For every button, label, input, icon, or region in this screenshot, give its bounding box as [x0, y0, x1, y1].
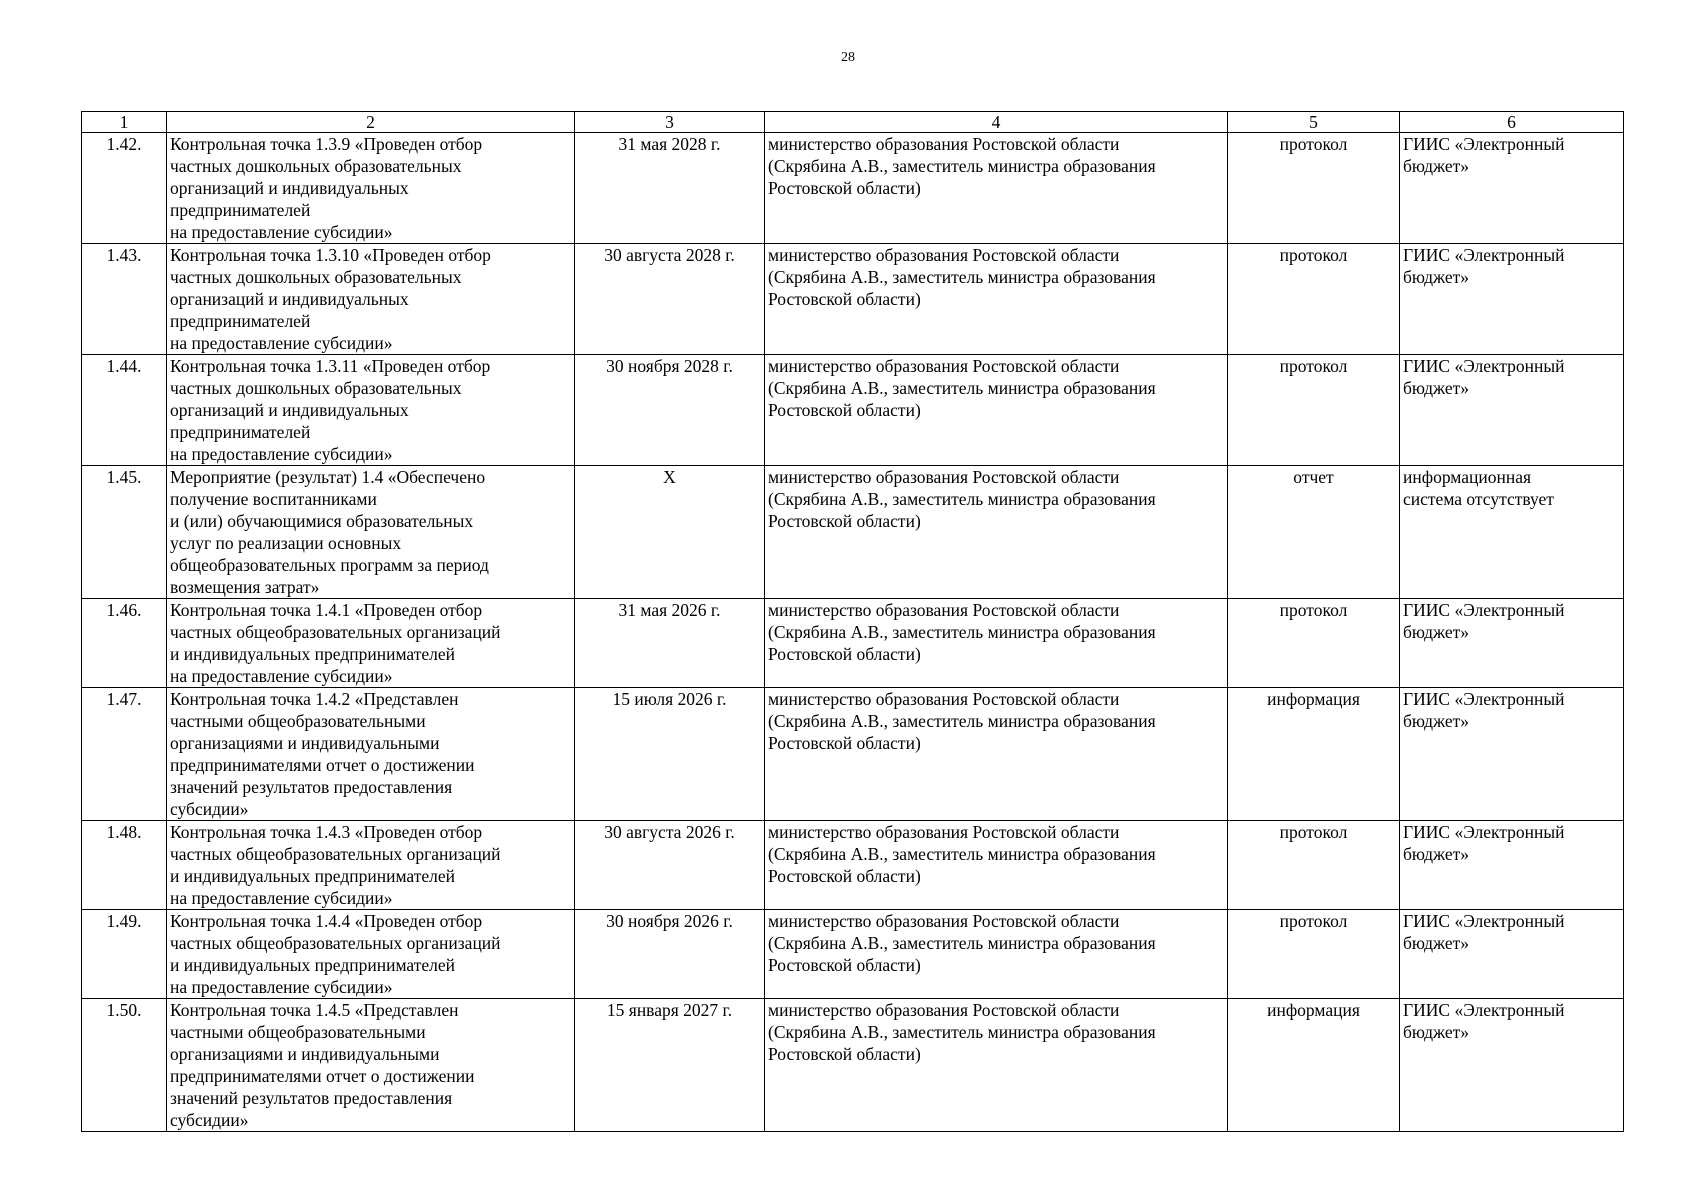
- row-number: 1.49.: [82, 910, 167, 999]
- row-responsible: министерство образования Ростовской области (Скрябина А.В., заместитель министра образования Ростовской области): [765, 599, 1228, 688]
- row-number: 1.47.: [82, 688, 167, 821]
- row-information-system: ГИИС «Электронный бюджет»: [1400, 133, 1624, 244]
- row-date: 15 июля 2026 г.: [575, 688, 765, 821]
- row-document-type: протокол: [1228, 910, 1400, 999]
- page-number: 28: [841, 50, 855, 65]
- row-information-system: ГИИС «Электронный бюджет»: [1400, 244, 1624, 355]
- row-responsible: министерство образования Ростовской области (Скрябина А.В., заместитель министра образования Ростовской области): [765, 821, 1228, 910]
- row-responsible: министерство образования Ростовской области (Скрябина А.В., заместитель министра образования Ростовской области): [765, 133, 1228, 244]
- table-row: [82, 466, 1624, 599]
- table-header-row: [82, 112, 1624, 133]
- table-row: [82, 821, 1624, 910]
- column-header: 1: [82, 112, 167, 133]
- row-document-type: протокол: [1228, 244, 1400, 355]
- table-row: [82, 133, 1624, 244]
- row-date: 31 мая 2028 г.: [575, 133, 765, 244]
- row-document-type: протокол: [1228, 599, 1400, 688]
- row-information-system: ГИИС «Электронный бюджет»: [1400, 355, 1624, 466]
- control-points-table: [81, 111, 1624, 1132]
- row-information-system: ГИИС «Электронный бюджет»: [1400, 821, 1624, 910]
- row-name: Контрольная точка 1.4.4 «Проведен отбор частных общеобразовательных организаций и индивидуальных предпринимателей на предоставление субсидии»: [167, 910, 575, 999]
- column-header: 2: [167, 112, 575, 133]
- row-number: 1.43.: [82, 244, 167, 355]
- row-date: 30 августа 2028 г.: [575, 244, 765, 355]
- row-date: Х: [575, 466, 765, 599]
- row-number: 1.46.: [82, 599, 167, 688]
- table-row: [82, 599, 1624, 688]
- table-row: [82, 688, 1624, 821]
- row-number: 1.44.: [82, 355, 167, 466]
- row-document-type: отчет: [1228, 466, 1400, 599]
- row-number: 1.45.: [82, 466, 167, 599]
- row-date: 30 августа 2026 г.: [575, 821, 765, 910]
- row-name: Контрольная точка 1.3.9 «Проведен отбор частных дошкольных образовательных организаций и индивидуальных предпринимателей на предоставление субсидии»: [167, 133, 575, 244]
- row-name: Контрольная точка 1.4.5 «Представлен частными общеобразовательными организациями и индивидуальными предпринимателями отчет о достижении значений результатов предоставления субсидии»: [167, 999, 575, 1132]
- column-header: 6: [1400, 112, 1624, 133]
- row-document-type: информация: [1228, 999, 1400, 1132]
- row-name: Контрольная точка 1.4.2 «Представлен частными общеобразовательными организациями и индивидуальными предпринимателями отчет о достижении значений результатов предоставления субсидии»: [167, 688, 575, 821]
- row-information-system: ГИИС «Электронный бюджет»: [1400, 910, 1624, 999]
- table-row: [82, 910, 1624, 999]
- table-row: [82, 999, 1624, 1132]
- row-name: Контрольная точка 1.3.11 «Проведен отбор частных дошкольных образовательных организаций и индивидуальных предпринимателей на предоставление субсидии»: [167, 355, 575, 466]
- row-document-type: протокол: [1228, 133, 1400, 244]
- row-number: 1.50.: [82, 999, 167, 1132]
- row-date: 15 января 2027 г.: [575, 999, 765, 1132]
- row-name: Контрольная точка 1.4.3 «Проведен отбор частных общеобразовательных организаций и индивидуальных предпринимателей на предоставление субсидии»: [167, 821, 575, 910]
- row-information-system: информационная система отсутствует: [1400, 466, 1624, 599]
- row-responsible: министерство образования Ростовской области (Скрябина А.В., заместитель министра образования Ростовской области): [765, 244, 1228, 355]
- row-document-type: информация: [1228, 688, 1400, 821]
- row-number: 1.48.: [82, 821, 167, 910]
- table-row: [82, 244, 1624, 355]
- row-responsible: министерство образования Ростовской области (Скрябина А.В., заместитель министра образования Ростовской области): [765, 466, 1228, 599]
- row-date: 31 мая 2026 г.: [575, 599, 765, 688]
- row-date: 30 ноября 2026 г.: [575, 910, 765, 999]
- row-date: 30 ноября 2028 г.: [575, 355, 765, 466]
- row-information-system: ГИИС «Электронный бюджет»: [1400, 688, 1624, 821]
- column-header: 5: [1228, 112, 1400, 133]
- column-header: 3: [575, 112, 765, 133]
- row-responsible: министерство образования Ростовской области (Скрябина А.В., заместитель министра образования Ростовской области): [765, 910, 1228, 999]
- row-information-system: ГИИС «Электронный бюджет»: [1400, 999, 1624, 1132]
- row-name: Мероприятие (результат) 1.4 «Обеспечено получение воспитанниками и (или) обучающимися образовательных услуг по реализации основных общеобразовательных программ за период возмещения затрат»: [167, 466, 575, 599]
- row-responsible: министерство образования Ростовской области (Скрябина А.В., заместитель министра образования Ростовской области): [765, 355, 1228, 466]
- row-name: Контрольная точка 1.3.10 «Проведен отбор частных дошкольных образовательных организаций и индивидуальных предпринимателей на предоставление субсидии»: [167, 244, 575, 355]
- column-header: 4: [765, 112, 1228, 133]
- row-number: 1.42.: [82, 133, 167, 244]
- row-name: Контрольная точка 1.4.1 «Проведен отбор частных общеобразовательных организаций и индивидуальных предпринимателей на предоставление субсидии»: [167, 599, 575, 688]
- row-document-type: протокол: [1228, 355, 1400, 466]
- row-responsible: министерство образования Ростовской области (Скрябина А.В., заместитель министра образования Ростовской области): [765, 999, 1228, 1132]
- row-responsible: министерство образования Ростовской области (Скрябина А.В., заместитель министра образования Ростовской области): [765, 688, 1228, 821]
- table-row: [82, 355, 1624, 466]
- row-document-type: протокол: [1228, 821, 1400, 910]
- row-information-system: ГИИС «Электронный бюджет»: [1400, 599, 1624, 688]
